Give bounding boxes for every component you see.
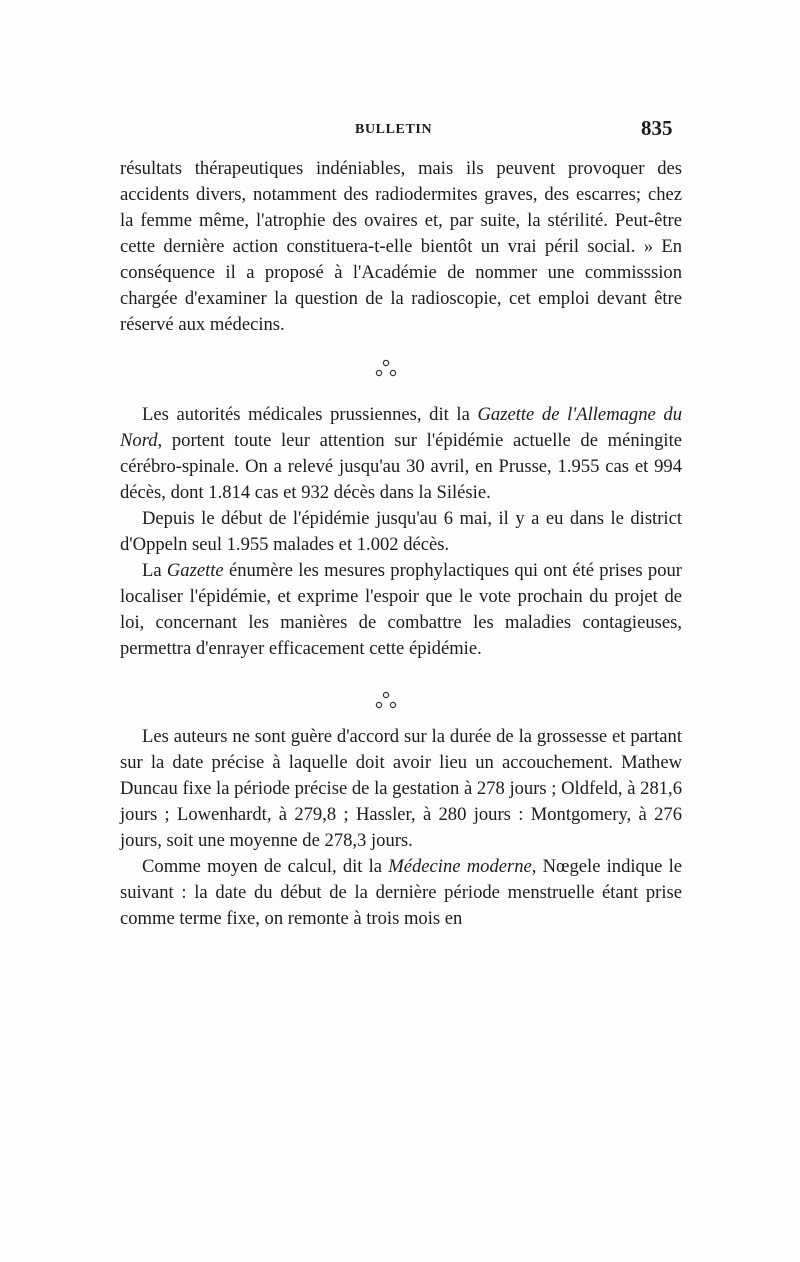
paragraph-oppeln-district: Depuis le début de l'épidémie jusqu'au 6 mai, il y a eu dans le district d'Oppeln seul 1.955 malades et 1.002 décès. [120, 508, 682, 555]
asterism-icon [374, 690, 398, 712]
text-run: , Nœgele indique le suivant : la date du début de la dernière période menstruelle étant prise comme terme fixe, on remonte à trois mois en [120, 856, 683, 929]
text-run: énumère les mesures prophylactiques qui ont été prises pour localiser l'épidémie, et exprime l'espoir que le vote prochain du projet de loi, concernant les manières de combattre les maladies contagieuses, permettra d'enrayer efficacement cette épidémie. [120, 560, 682, 659]
page-number: 835 [641, 116, 673, 140]
journal-title: Médecine moderne [388, 856, 532, 877]
paragraph-pregnancy-duration: Les auteurs ne sont guère d'accord sur la durée de la grossesse et partant sur la date précise à laquelle doit avoir lieu un accouchement. Mathew Duncau fixe la période précise de la gestation à 278 jours ; Oldfeld, à 281,6 jours ; Lowenhardt, à 279,8 ; Hassler, à 280 jours : Montgomery, à 276 jours, soit une moyenne de 278,3 jours. [120, 726, 682, 851]
asterism-icon [374, 358, 398, 380]
paragraph-radioscopy-continuation: résultats thérapeutiques indéniables, mais ils peuvent provoquer des accidents divers, notamment des radiodermites graves, des escarres; chez la femme même, l'atrophie des ovaires et, par suite, la stérilité. Peut-être cette dernière action constituera-t-elle bientôt un vrai péril social. » En conséquence il a proposé à l'Académie de nommer une commisssion chargée d'examiner la question de la radioscopie, cet emploi devant être réservé aux médecins. [120, 158, 682, 335]
text-run: La [142, 560, 167, 581]
text-run: , portent toute leur attention sur l'épidémie actuelle de méningite cérébro-spinale. On a relevé jusqu'au 30 avril, en Prusse, 1.955 cas et 994 décès, dont 1.814 cas et 932 décès dans la Silésie. [120, 430, 682, 503]
paragraph-prophylactic-measures [120, 558, 682, 662]
paragraph-naegele-rule [120, 854, 682, 932]
section-divider-asterism [120, 662, 682, 724]
page-body [120, 156, 682, 932]
section-divider-asterism [120, 338, 682, 402]
text-run: Comme moyen de calcul, dit la [142, 856, 389, 877]
journal-title: Gazette de l'Allemagne du Nord [120, 404, 682, 451]
running-title: BULLETIN [355, 122, 433, 137]
journal-title: Gazette [166, 560, 224, 581]
page-header [0, 116, 800, 146]
text-run: Les autorités médicales prussiennes, dit la [142, 404, 478, 425]
paragraph-meningitis-prussia [120, 402, 682, 506]
